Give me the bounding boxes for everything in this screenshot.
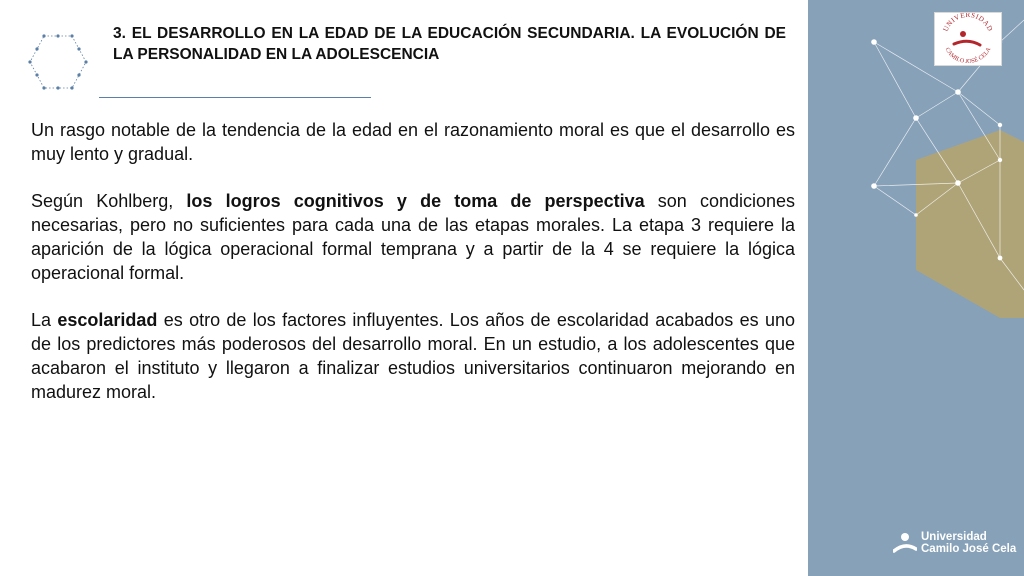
paragraph-2-text-end: son condiciones necesarias, pero no suficientes para cada una de las etapas morales. La etapa 3 requiere la aparición de la lógica operacional formal temprana y a partir de la 4 se requiere la lógica operacional formal.: [31, 191, 796, 283]
network-graphic: [808, 0, 1024, 576]
svg-text:UNIVERSIDAD: [942, 13, 995, 33]
decorative-side-panel: [808, 0, 1024, 576]
logo-line-2: Camilo José Cela: [921, 543, 1017, 555]
page-title: 3. EL DESARROLLO EN LA EDAD DE LA EDUCACIÓN SECUNDARIA. LA EVOLUCIÓN DE LA PERSONALIDAD EN LA ADOLESCENCIA: [113, 25, 786, 63]
title-divider: [99, 97, 371, 98]
paragraph-3-emphasis: escolaridad: [57, 310, 158, 330]
university-logo: [893, 531, 1016, 555]
paragraph-1-text: Un rasgo notable de la tendencia de la edad en el razonamiento moral es que el desarrollo es muy lento y gradual.: [31, 120, 795, 164]
slide-body: [31, 118, 795, 427]
paragraph-1: [31, 118, 795, 166]
seal-text-bottom: CAMILO JOSÉ CELA: [943, 46, 993, 65]
paragraph-2-emphasis: los logros cognitivos y de toma de perspectiva: [186, 191, 645, 211]
university-seal: [934, 12, 1002, 66]
logo-mark-icon: [893, 532, 917, 554]
paragraph-3-text-start: La: [31, 310, 58, 330]
paragraph-2: [31, 189, 795, 285]
seal-text-top: UNIVERSIDAD: [941, 13, 995, 33]
paragraph-3-text-end: es otro de los factores influyentes. Los años de escolaridad acabados es uno de los predictores más poderosos del desarrollo moral. En un estudio, a los adolescentes que acabaron el instituto y llegaron a finalizar estudios universitarios continuaron mejorando en madurez moral.: [31, 310, 795, 402]
gold-hexagon-shape: [916, 130, 1024, 318]
svg-text:CAMILO JOSÉ CELA: [944, 46, 993, 65]
logo-line-1: Universidad: [921, 531, 987, 543]
paragraph-2-text-start: Según Kohlberg,: [31, 191, 187, 211]
paragraph-3: [31, 308, 795, 404]
seal-emblem-icon: [954, 31, 980, 45]
hexagon-icon: [28, 32, 88, 92]
